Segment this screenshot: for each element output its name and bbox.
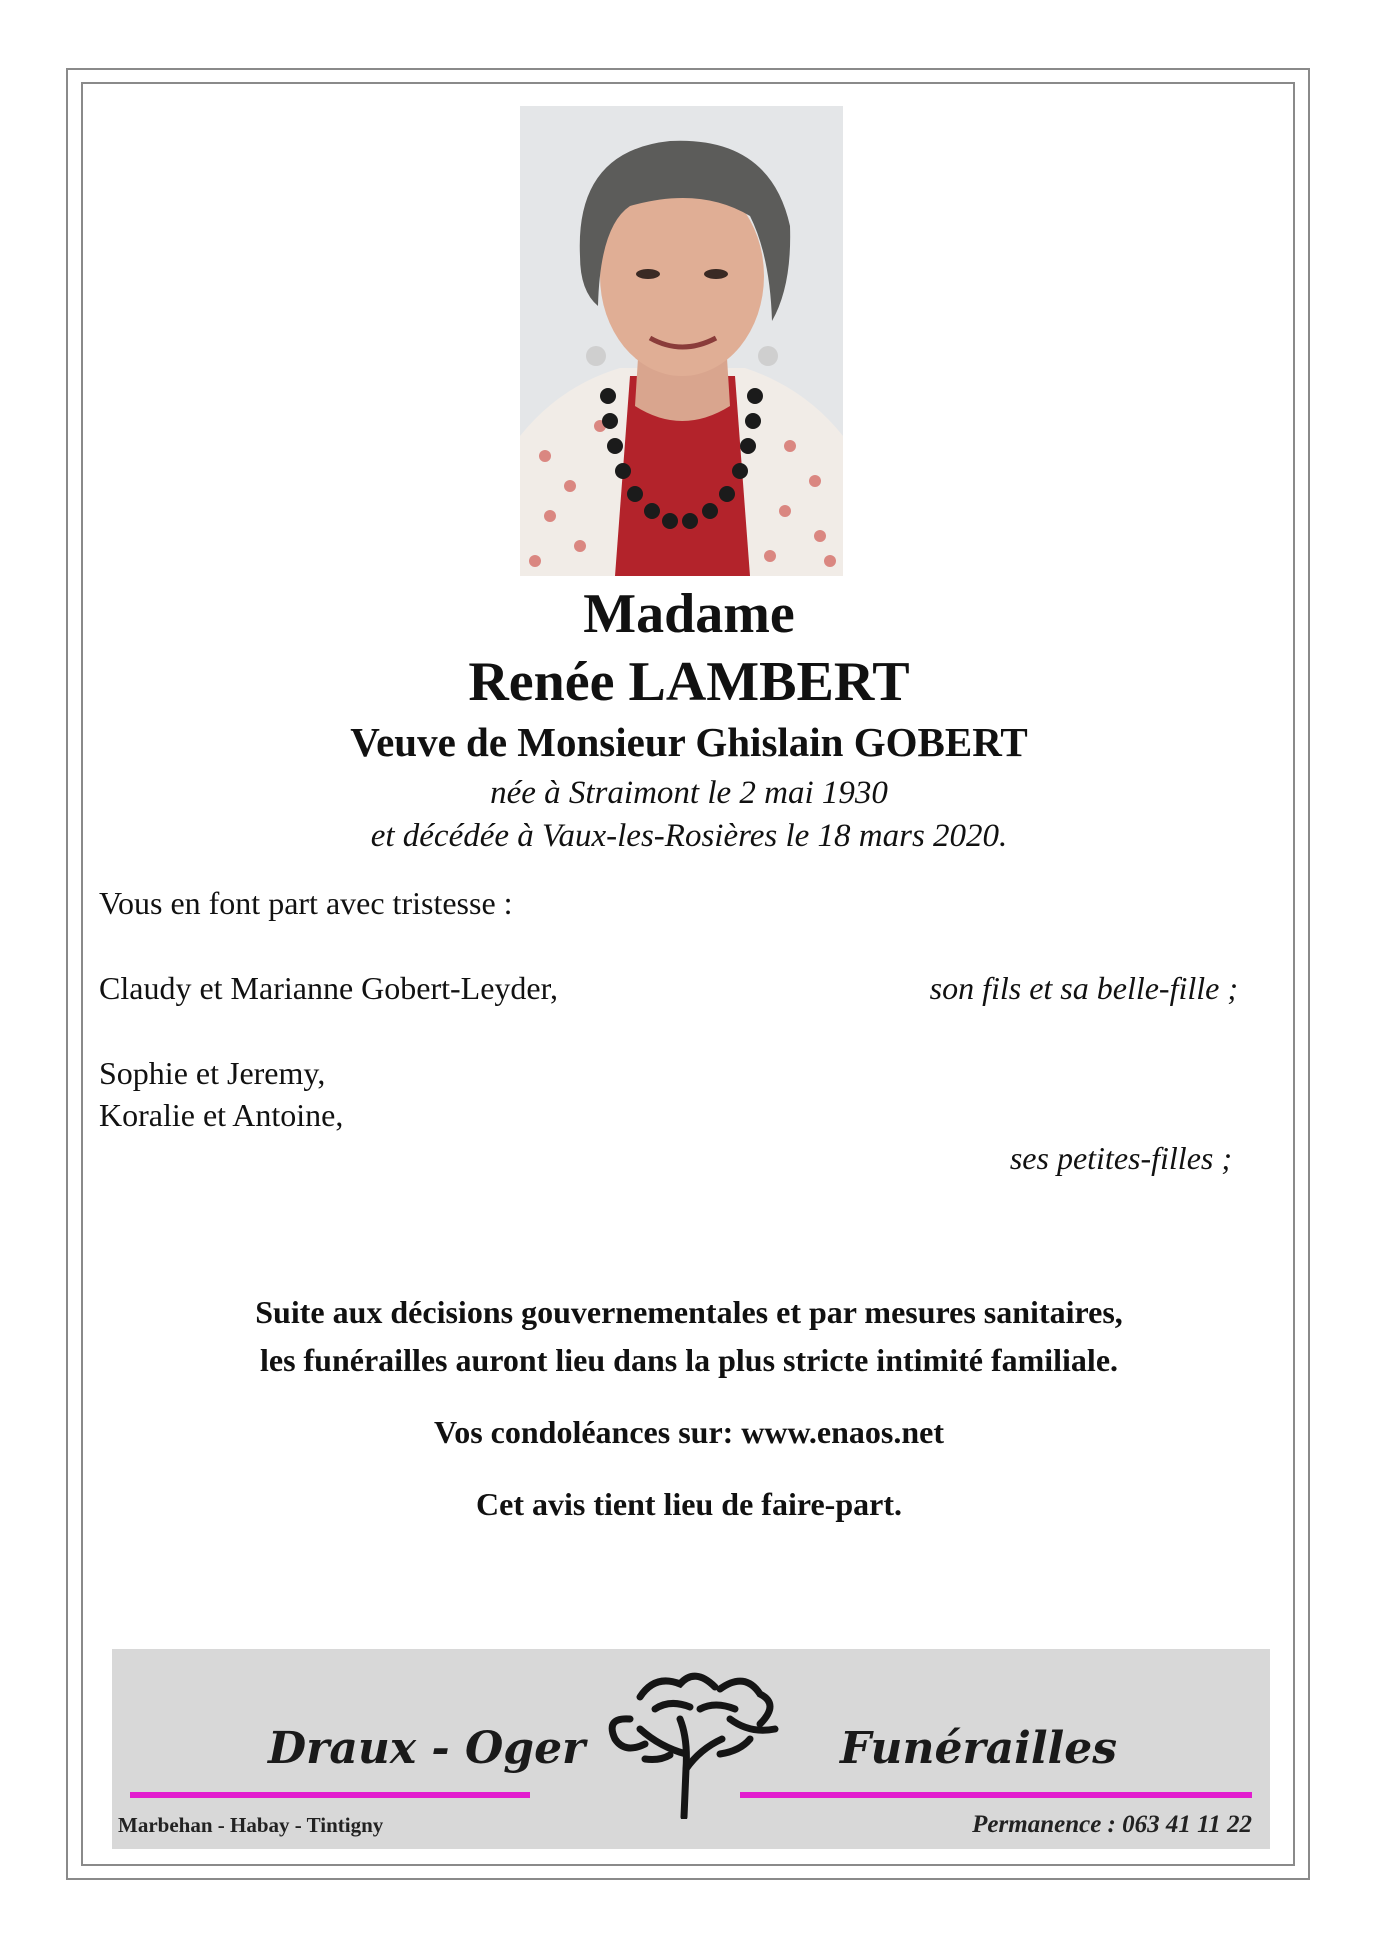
brand-left: Draux - Oger bbox=[268, 1723, 586, 1774]
faire-part-line: Cet avis tient lieu de faire-part. bbox=[476, 1486, 902, 1522]
portrait-drawing bbox=[520, 106, 843, 576]
widow-line: Veuve de Monsieur Ghislain GOBERT bbox=[350, 719, 1028, 765]
locations-text: Marbehan - Habay - Tintigny bbox=[118, 1813, 384, 1837]
family-names: Claudy et Marianne Gobert-Leyder, bbox=[99, 970, 558, 1006]
notice-line-2: les funérailles auront lieu dans la plus stricte intimité familiale. bbox=[259, 1342, 1119, 1378]
death-line: et décédée à Vaux-les-Rosières le 18 mars 2020. bbox=[370, 818, 1008, 854]
brand-right: Funérailles bbox=[840, 1723, 1118, 1774]
phone-text: Permanence : 063 41 11 22 bbox=[972, 1811, 1252, 1838]
accent-line-right bbox=[740, 1792, 1252, 1798]
intro-text: Vous en font part avec tristesse : bbox=[99, 885, 513, 921]
birth-line: née à Straimont le 2 mai 1930 bbox=[490, 775, 888, 811]
notice-line-1: Suite aux décisions gouvernementales et par mesures sanitaires, bbox=[255, 1294, 1123, 1330]
portrait-photo bbox=[520, 106, 843, 576]
accent-line-left bbox=[130, 1792, 530, 1798]
family-relation: ses petites-filles ; bbox=[1009, 1140, 1232, 1176]
condolences-line: Vos condoléances sur: www.enaos.net bbox=[434, 1414, 944, 1450]
title-madame: Madame bbox=[583, 583, 795, 645]
family-names: Sophie et Jeremy, bbox=[99, 1055, 326, 1091]
family-names: Koralie et Antoine, bbox=[99, 1097, 344, 1133]
deceased-name: Renée LAMBERT bbox=[468, 651, 910, 713]
family-relation: son fils et sa belle-fille ; bbox=[929, 970, 1238, 1006]
funeral-home-banner bbox=[112, 1649, 1270, 1849]
